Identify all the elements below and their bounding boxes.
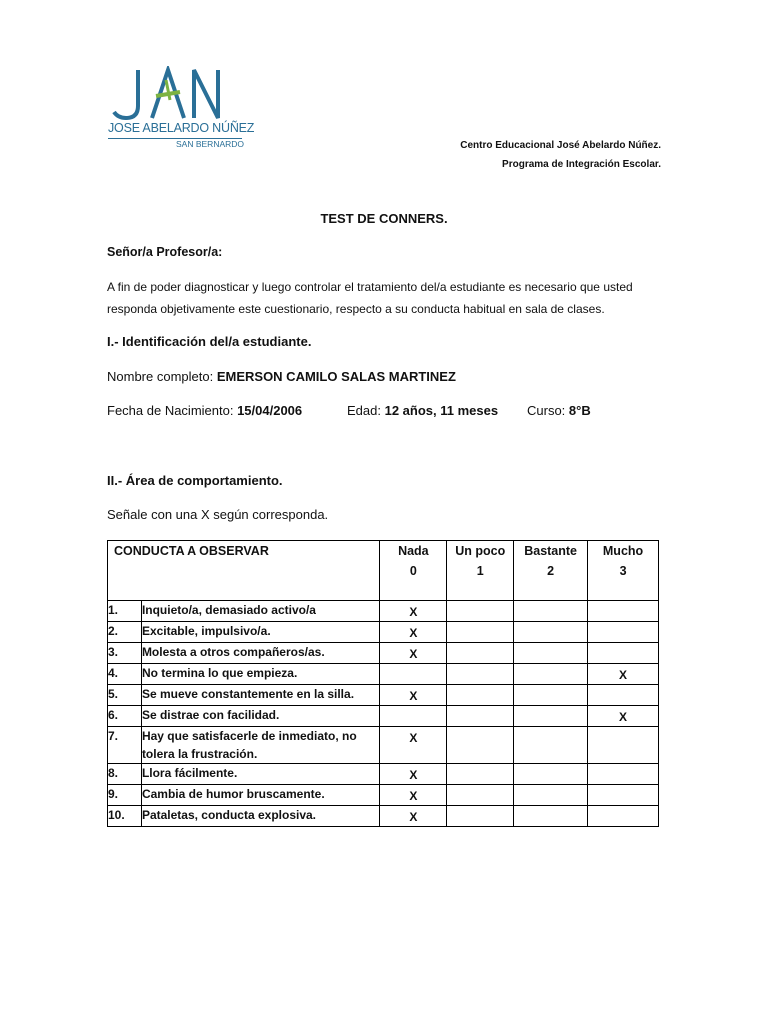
institution-header [460,136,661,174]
row-number: 10. [108,806,142,827]
score-mark: X [409,626,418,640]
score-cell [447,806,514,827]
score-cell [588,806,659,827]
age-label: Edad: [347,403,381,418]
row-behavior: Cambia de humor bruscamente. [141,785,379,806]
score-cell [514,601,588,622]
score-mark: X [409,731,418,745]
score-cell [514,685,588,706]
section-identification-heading: I.- Identificación del/a estudiante. [107,334,312,349]
table-row [108,706,659,727]
score-mark: X [619,668,628,682]
score-cell [514,622,588,643]
course-value: 8°B [568,403,591,418]
header-nada [380,541,447,601]
row-number: 2. [108,622,142,643]
header-un-poco [447,541,514,601]
school-logo [108,66,255,150]
row-number: 6. [108,706,142,727]
table-row [108,601,659,622]
score-cell [447,764,514,785]
row-number: 3. [108,643,142,664]
score-cell [380,727,447,764]
row-behavior: Molesta a otros compañeros/as. [141,643,379,664]
score-cell [514,706,588,727]
conners-table [107,540,659,827]
score-cell [588,643,659,664]
header-label: Nada [398,544,429,558]
header-bastante [514,541,588,601]
logo-city: SAN BERNARDO [176,139,245,149]
program-name: Programa de Integración Escolar. [502,159,661,170]
row-behavior: Se distrae con facilidad. [141,706,379,727]
institution-name: Centro Educacional José Abelardo Núñez. [460,140,661,151]
score-cell [447,685,514,706]
score-mark: X [409,689,418,703]
score-mark: X [409,768,418,782]
row-behavior: Pataletas, conducta explosiva. [141,806,379,827]
logo-school-name: JOSE ABELARDO NÚÑEZ [108,121,255,135]
score-mark: X [409,647,418,661]
header-label: Bastante [524,544,578,558]
table-row [108,685,659,706]
row-behavior: Hay que satisfacerle de inmediato, no tolera la frustración. [141,727,379,764]
student-details-row [107,403,667,423]
intro-line: responda objetivamente este cuestionario, respecto a su conducta habitual en sala de clases. [107,302,605,316]
row-number: 7. [108,727,142,764]
student-name-row [107,369,456,384]
score-cell [514,806,588,827]
score-cell [588,601,659,622]
score-cell [588,664,659,685]
header-score: 0 [409,564,417,578]
student-name-label: Nombre completo: [107,369,214,384]
dob-field [107,403,302,418]
table-row [108,806,659,827]
table-row [108,764,659,785]
row-behavior: Inquieto/a, demasiado activo/a [141,601,379,622]
row-behavior: Se mueve constantemente en la silla. [141,685,379,706]
header-label: Un poco [455,544,506,558]
instruction-text: Señale con una X según corresponda. [107,507,329,522]
student-name-value: EMERSON CAMILO SALAS MARTINEZ [216,369,456,384]
score-cell [380,785,447,806]
section-behavior-heading: II.- Área de comportamiento. [107,473,283,488]
table-header-row [108,541,659,601]
row-number: 4. [108,664,142,685]
dob-label: Fecha de Nacimiento: [107,403,234,418]
course-field [527,403,591,418]
row-behavior: Excitable, impulsivo/a. [141,622,379,643]
row-behavior: No termina lo que empieza. [141,664,379,685]
header-score: 2 [547,564,555,578]
score-cell [588,785,659,806]
score-cell [380,685,447,706]
table-row [108,622,659,643]
score-cell [447,601,514,622]
age-value: 12 años, 11 meses [384,403,499,418]
header-conduct: CONDUCTA A OBSERVAR [108,541,380,601]
header-score: 3 [619,564,627,578]
row-number: 8. [108,764,142,785]
table-row [108,727,659,764]
score-cell [588,764,659,785]
score-cell [447,706,514,727]
score-mark: X [619,710,628,724]
age-field [347,403,498,418]
score-mark: X [409,789,418,803]
score-cell [588,706,659,727]
score-cell [447,664,514,685]
score-cell [447,727,514,764]
score-cell [380,622,447,643]
score-mark: X [409,605,418,619]
dob-value: 15/04/2006 [237,403,303,418]
score-cell [514,664,588,685]
header-mucho [588,541,659,601]
score-cell [514,643,588,664]
score-cell [447,785,514,806]
score-cell [588,727,659,764]
score-cell [380,764,447,785]
score-cell [447,643,514,664]
row-number: 9. [108,785,142,806]
score-cell [514,764,588,785]
logo-monogram [108,66,248,122]
score-mark: X [409,810,418,824]
header-score: 1 [476,564,484,578]
table-row [108,664,659,685]
row-number: 5. [108,685,142,706]
score-cell [380,601,447,622]
score-cell [588,622,659,643]
table-row [108,785,659,806]
document-title: TEST DE CONNERS. [320,211,448,226]
intro-paragraph [107,276,667,320]
score-cell [514,727,588,764]
table-row [108,643,659,664]
row-number: 1. [108,601,142,622]
score-cell [380,806,447,827]
score-cell [514,785,588,806]
header-label: Mucho [602,544,644,558]
course-label: Curso: [527,403,566,418]
score-cell [380,643,447,664]
score-cell [588,685,659,706]
score-cell [380,706,447,727]
row-behavior: Llora fácilmente. [141,764,379,785]
intro-line: A fin de poder diagnosticar y luego controlar el tratamiento del/a estudiante es necesario que usted [107,280,633,294]
score-cell [447,622,514,643]
score-cell [380,664,447,685]
greeting: Señor/a Profesor/a: [107,245,223,259]
